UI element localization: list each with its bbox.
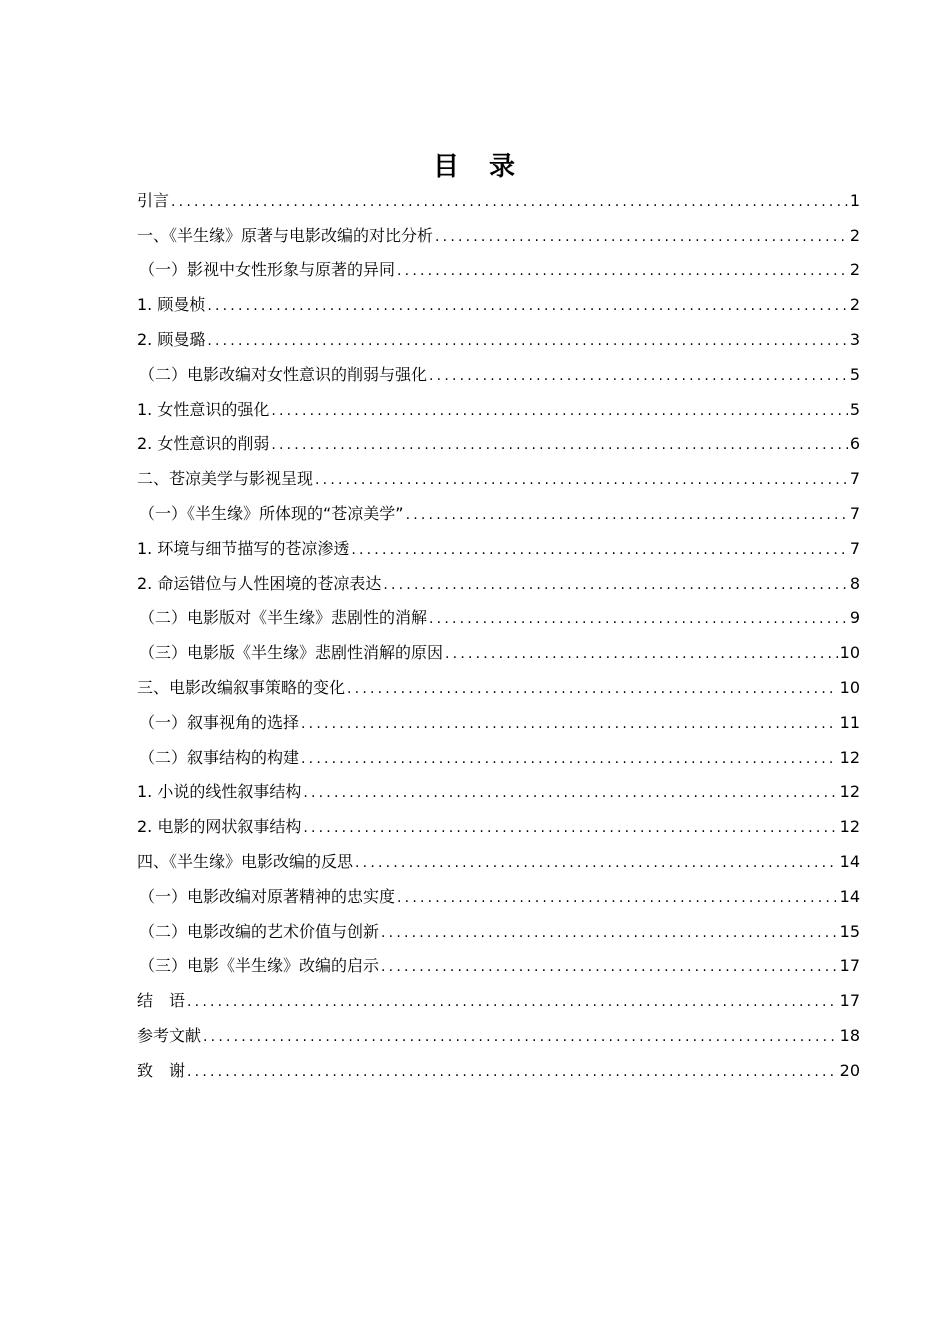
toc-entry-label: 结 语 <box>137 991 186 1011</box>
toc-entry-page-number: 10 <box>839 677 860 697</box>
toc-entry-page-number: 2 <box>849 295 860 315</box>
toc-entry[interactable] <box>137 426 860 461</box>
toc-dot-leader <box>207 297 847 315</box>
toc-entry-page-number: 3 <box>849 329 860 349</box>
toc-dot-leader <box>303 784 837 802</box>
toc-entry[interactable] <box>137 808 860 843</box>
toc-dot-leader <box>301 750 838 768</box>
toc-title: 目 录 <box>432 152 517 182</box>
toc-entry-label: 二、苍凉美学与影视呈现 <box>137 469 314 489</box>
toc-entry-page-number: 11 <box>839 712 860 732</box>
toc-entry[interactable] <box>137 704 860 739</box>
toc-entry-page-number: 6 <box>849 434 860 454</box>
toc-entry[interactable] <box>137 982 860 1017</box>
toc-entry[interactable] <box>137 217 860 252</box>
toc-dot-leader <box>406 506 848 524</box>
toc-entry[interactable] <box>137 356 860 391</box>
toc-entry[interactable] <box>137 913 860 948</box>
toc-dot-leader <box>347 680 838 698</box>
toc-entry[interactable] <box>137 774 860 809</box>
toc-entry-label: 2. 顾曼璐 <box>137 329 206 349</box>
toc-dot-leader <box>429 367 848 385</box>
toc-entry-page-number: 10 <box>839 643 860 663</box>
toc-dot-leader <box>203 1028 838 1046</box>
toc-entry-label: 三、电影改编叙事策略的变化 <box>137 677 346 697</box>
toc-entry-page-number: 2 <box>849 260 860 280</box>
toc-entry-label: 2. 命运错位与人性困境的苍凉表达 <box>137 573 382 593</box>
toc-entry-page-number: 14 <box>839 851 860 871</box>
toc-entry-page-number: 9 <box>849 608 860 628</box>
toc-dot-leader <box>381 924 838 942</box>
toc-entry-page-number: 1 <box>849 190 860 210</box>
toc-entry-page-number: 20 <box>839 1060 860 1080</box>
toc-entry-label: （二）电影版对《半生缘》悲剧性的消解 <box>139 608 428 628</box>
toc-dot-leader <box>271 436 847 454</box>
toc-entry-page-number: 12 <box>839 817 860 837</box>
toc-entry-label: （一）《半生缘》所体现的“苍凉美学” <box>139 503 404 523</box>
toc-dot-leader <box>303 819 837 837</box>
toc-entry-label: （一）电影改编对原著精神的忠实度 <box>139 886 396 906</box>
toc-dot-leader <box>171 193 848 211</box>
toc-entry[interactable] <box>137 460 860 495</box>
toc-entry-label: 四、《半生缘》电影改编的反思 <box>137 851 354 871</box>
toc-entry[interactable] <box>137 878 860 913</box>
toc-entry-label: 1. 环境与细节描写的苍凉渗透 <box>137 538 350 558</box>
toc-list <box>137 182 860 1087</box>
toc-entry-label: （一）叙事视角的选择 <box>139 712 300 732</box>
toc-entry-page-number: 12 <box>839 747 860 767</box>
toc-entry-page-number: 17 <box>839 991 860 1011</box>
toc-entry[interactable] <box>137 321 860 356</box>
toc-entry-page-number: 15 <box>839 921 860 941</box>
toc-entry-page-number: 14 <box>839 886 860 906</box>
toc-entry-label: （一）影视中女性形象与原著的异同 <box>139 260 396 280</box>
toc-entry[interactable] <box>137 391 860 426</box>
toc-dot-leader <box>445 645 838 663</box>
toc-entry-label: 致 谢 <box>137 1060 186 1080</box>
toc-entry-label: 参考文献 <box>137 1025 202 1045</box>
toc-entry-label: 一、《半生缘》原著与电影改编的对比分析 <box>137 225 434 245</box>
toc-dot-leader <box>397 262 848 280</box>
toc-entry[interactable] <box>137 669 860 704</box>
toc-entry[interactable] <box>137 495 860 530</box>
toc-entry-label: 2. 电影的网状叙事结构 <box>137 817 302 837</box>
toc-dot-leader <box>351 541 847 559</box>
toc-entry-label: （三）电影《半生缘》改编的启示 <box>139 956 380 976</box>
toc-dot-leader <box>315 471 848 489</box>
toc-dot-leader <box>435 228 848 246</box>
toc-entry-label: 1. 小说的线性叙事结构 <box>137 782 302 802</box>
toc-entry-page-number: 8 <box>849 573 860 593</box>
toc-entry[interactable] <box>137 1052 860 1087</box>
toc-dot-leader <box>187 993 838 1011</box>
toc-dot-leader <box>397 889 838 907</box>
toc-entry-page-number: 2 <box>849 225 860 245</box>
toc-entry-label: 引言 <box>137 190 170 210</box>
toc-entry[interactable] <box>137 565 860 600</box>
toc-entry-label: 1. 顾曼桢 <box>137 295 206 315</box>
toc-entry-page-number: 5 <box>849 399 860 419</box>
toc-entry[interactable] <box>137 252 860 287</box>
toc-entry[interactable] <box>137 600 860 635</box>
toc-entry-label: （二）叙事结构的构建 <box>139 747 300 767</box>
toc-entry[interactable] <box>137 634 860 669</box>
toc-entry-label: 1. 女性意识的强化 <box>137 399 270 419</box>
toc-entry[interactable] <box>137 739 860 774</box>
toc-entry-page-number: 18 <box>839 1025 860 1045</box>
toc-entry-page-number: 7 <box>849 538 860 558</box>
toc-entry[interactable] <box>137 286 860 321</box>
toc-entry-label: （三）电影版《半生缘》悲剧性消解的原因 <box>139 643 444 663</box>
toc-dot-leader <box>207 332 847 350</box>
toc-entry-label: 2. 女性意识的削弱 <box>137 434 270 454</box>
toc-dot-leader <box>381 958 838 976</box>
toc-entry-label: （二）电影改编的艺术价值与创新 <box>139 921 380 941</box>
toc-entry[interactable] <box>137 182 860 217</box>
toc-entry-page-number: 17 <box>839 956 860 976</box>
toc-entry[interactable] <box>137 530 860 565</box>
toc-dot-leader <box>429 610 848 628</box>
toc-entry-page-number: 5 <box>849 364 860 384</box>
toc-dot-leader <box>301 715 838 733</box>
toc-entry-label: （二）电影改编对女性意识的削弱与强化 <box>139 364 428 384</box>
toc-entry[interactable] <box>137 1017 860 1052</box>
toc-dot-leader <box>383 576 847 594</box>
toc-entry[interactable] <box>137 948 860 983</box>
toc-entry-page-number: 7 <box>849 503 860 523</box>
toc-entry-page-number: 7 <box>849 469 860 489</box>
toc-entry[interactable] <box>137 843 860 878</box>
toc-dot-leader <box>187 1063 838 1081</box>
toc-entry-page-number: 12 <box>839 782 860 802</box>
toc-dot-leader <box>355 854 838 872</box>
toc-dot-leader <box>271 402 847 420</box>
